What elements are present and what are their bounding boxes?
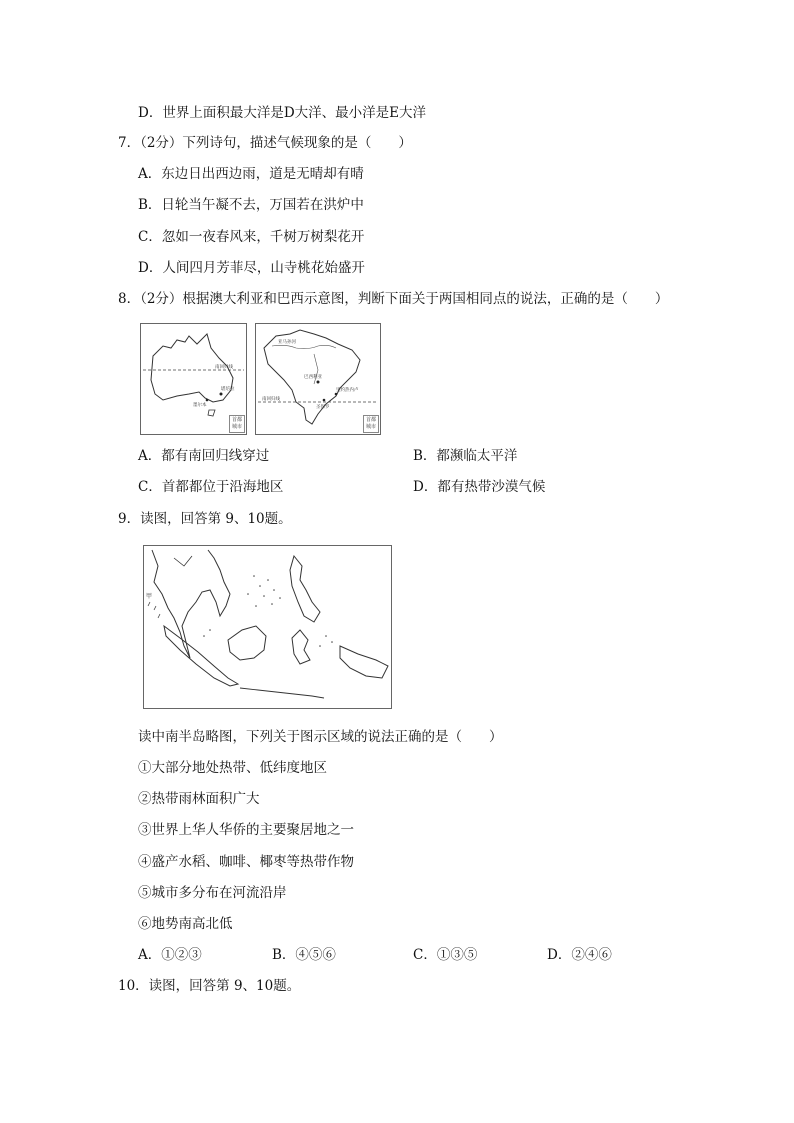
brazil-legend-city: 城市	[365, 424, 376, 430]
brazil-map	[255, 323, 381, 435]
q8-option-c: C．首都都位于沿海地区	[138, 479, 284, 495]
q7-option-b: B．日轮当午凝不去，万国若在洪炉中	[138, 197, 364, 213]
brazil-label-amazon: 亚马孙河	[278, 340, 296, 345]
brazil-legend-capital: 首都	[365, 417, 376, 423]
q9-statement-1: ①大部分地处热带、低纬度地区	[138, 760, 327, 776]
southeast-asia-label-jia: 甲	[146, 593, 153, 600]
australia-legend-city: 城市	[231, 424, 242, 430]
australia-legend-capital: 首都	[231, 417, 242, 423]
brazil-map-drawing	[256, 324, 380, 434]
q7-option-a: A．东边日出西边雨，道是无晴却有晴	[138, 166, 364, 182]
australia-label-tropic: 南回归线	[215, 365, 233, 370]
q8-option-d: D．都有热带沙漠气候	[413, 479, 546, 495]
q7-option-d: D．人间四月芳菲尽，山寺桃花始盛开	[138, 260, 365, 276]
brazil-label-rio: 里约热内卢	[336, 388, 359, 393]
q10-stem: 10．读图，回答第 9、10题。	[118, 978, 301, 994]
q9-statement-2: ②热带雨林面积广大	[138, 791, 260, 807]
q9-stem: 9．读图，回答第 9、10题。	[118, 511, 292, 527]
q7-option-c: C．忽如一夜春风来，千树万树梨花开	[138, 229, 365, 245]
q9-statement-4: ④盛产水稻、咖啡、椰枣等热带作物	[138, 854, 354, 870]
australia-map	[140, 323, 247, 435]
q9-option-c: C．①③⑤	[413, 947, 478, 963]
brazil-legend	[363, 415, 379, 433]
q8-stem: 8．（2分）根据澳大利亚和巴西示意图，判断下面关于两国相同点的说法，正确的是（ ）	[118, 291, 669, 307]
q8-option-a: A．都有南回归线穿过	[138, 448, 270, 464]
brazil-label-tropic: 南回归线	[262, 397, 280, 402]
q9-option-b: B．④⑤⑥	[272, 947, 336, 963]
brazil-label-saopaulo: 圣保罗	[316, 405, 330, 410]
australia-legend	[229, 415, 245, 433]
q6-option-d: D．世界上面积最大洋是D大洋、最小洋是E大洋	[138, 105, 427, 121]
australia-label-canberra: 堪培拉	[221, 387, 235, 392]
southeast-asia-map	[143, 545, 392, 709]
q9-sub-question: 读中南半岛略图，下列关于图示区域的说法正确的是（ ）	[138, 729, 503, 745]
brazil-label-brasilia: 巴西利亚	[304, 375, 322, 380]
q8-option-b: B．都濒临太平洋	[413, 448, 518, 464]
q9-option-a: A．①②③	[138, 947, 202, 963]
q7-stem: 7．（2分）下列诗句，描述气候现象的是（ ）	[118, 135, 412, 151]
q9-statement-6: ⑥地势南高北低	[138, 916, 233, 932]
australia-label-melbourne: 墨尔本	[193, 403, 207, 408]
q9-option-d: D．②④⑥	[547, 947, 612, 963]
q9-statement-3: ③世界上华人华侨的主要聚居地之一	[138, 822, 354, 838]
q9-statement-5: ⑤城市多分布在河流沿岸	[138, 885, 287, 901]
southeast-asia-map-drawing	[144, 546, 391, 708]
